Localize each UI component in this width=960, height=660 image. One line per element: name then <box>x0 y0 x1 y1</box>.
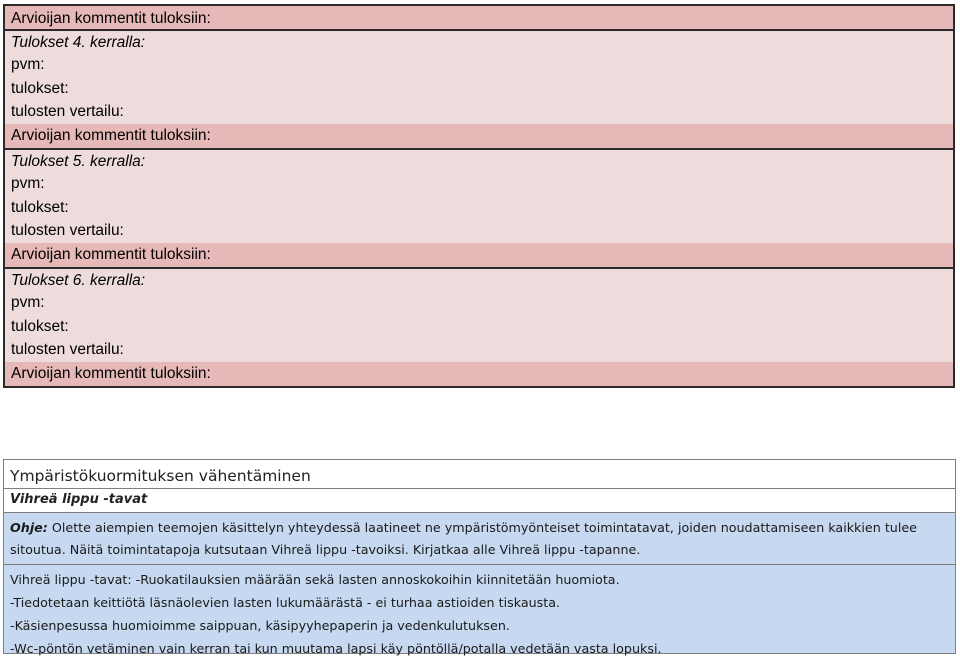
results-heading-4: Tulokset 4. kerralla: <box>5 29 953 53</box>
date-label: pvm: <box>11 293 45 311</box>
results-label: tulokset: <box>11 79 69 97</box>
comparison-label: tulosten vertailu: <box>11 341 124 359</box>
rule-item: -Käsienpesussa huomioimme saippuan, käsipyyhepaperin ja vedenkulutuksen. <box>10 618 510 633</box>
guide-paragraph <box>4 515 955 565</box>
date-label: pvm: <box>11 174 45 192</box>
rule-item: -Tiedotetaan keittiötä läsnäolevien lasten lukumäärästä - ei turhaa astioiden tiskausta. <box>10 595 561 610</box>
section-subtitle: Vihreä lippu -tavat <box>4 489 955 513</box>
comparison-label: tulosten vertailu: <box>11 222 124 240</box>
results-heading-5: Tulokset 5. kerralla: <box>5 148 953 172</box>
green-flag-practices-body <box>4 513 955 656</box>
results-heading-6: Tulokset 6. kerralla: <box>5 267 953 291</box>
date-label: pvm: <box>11 55 45 73</box>
environmental-load-section <box>3 459 956 654</box>
guide-label: Ohje: <box>10 520 48 535</box>
section-title: Ympäristökuormituksen vähentäminen <box>4 460 955 489</box>
results-label: tulokset: <box>11 198 69 216</box>
evaluator-comments-label: Arvioijan kommentit tuloksiin: <box>5 362 953 386</box>
evaluator-comments-label: Arvioijan kommentit tuloksiin: <box>5 243 953 267</box>
rule-item: -Wc-pöntön vetäminen vain kerran tai kun muutama lapsi käy pöntöllä/potalla vedetään vasta lopuksi. <box>10 641 662 656</box>
results-label: tulokset: <box>11 317 69 335</box>
evaluator-comments-label: Arvioijan kommentit tuloksiin: <box>5 124 953 148</box>
comparison-label: tulosten vertailu: <box>11 103 124 121</box>
evaluator-comments-label: Arvioijan kommentit tuloksiin: <box>5 4 953 29</box>
results-table <box>3 4 955 388</box>
guide-text: Olette aiempien teemojen käsittelyn yhteydessä laatineet ne ympäristömyönteiset toimintatavat, joiden noudattamiseen kaikkien tulee sitoutua. Näitä toimintatapoja kutsutaan Vihreä lippu -tavoiksi. Kirjatkaa alle Vihreä lippu -tapanne. <box>10 520 917 557</box>
green-flag-rules <box>10 565 947 660</box>
rule-item: Vihreä lippu -tavat: -Ruokatilauksien määrään sekä lasten annoskokoihin kiinnitetään huomiota. <box>10 572 620 587</box>
